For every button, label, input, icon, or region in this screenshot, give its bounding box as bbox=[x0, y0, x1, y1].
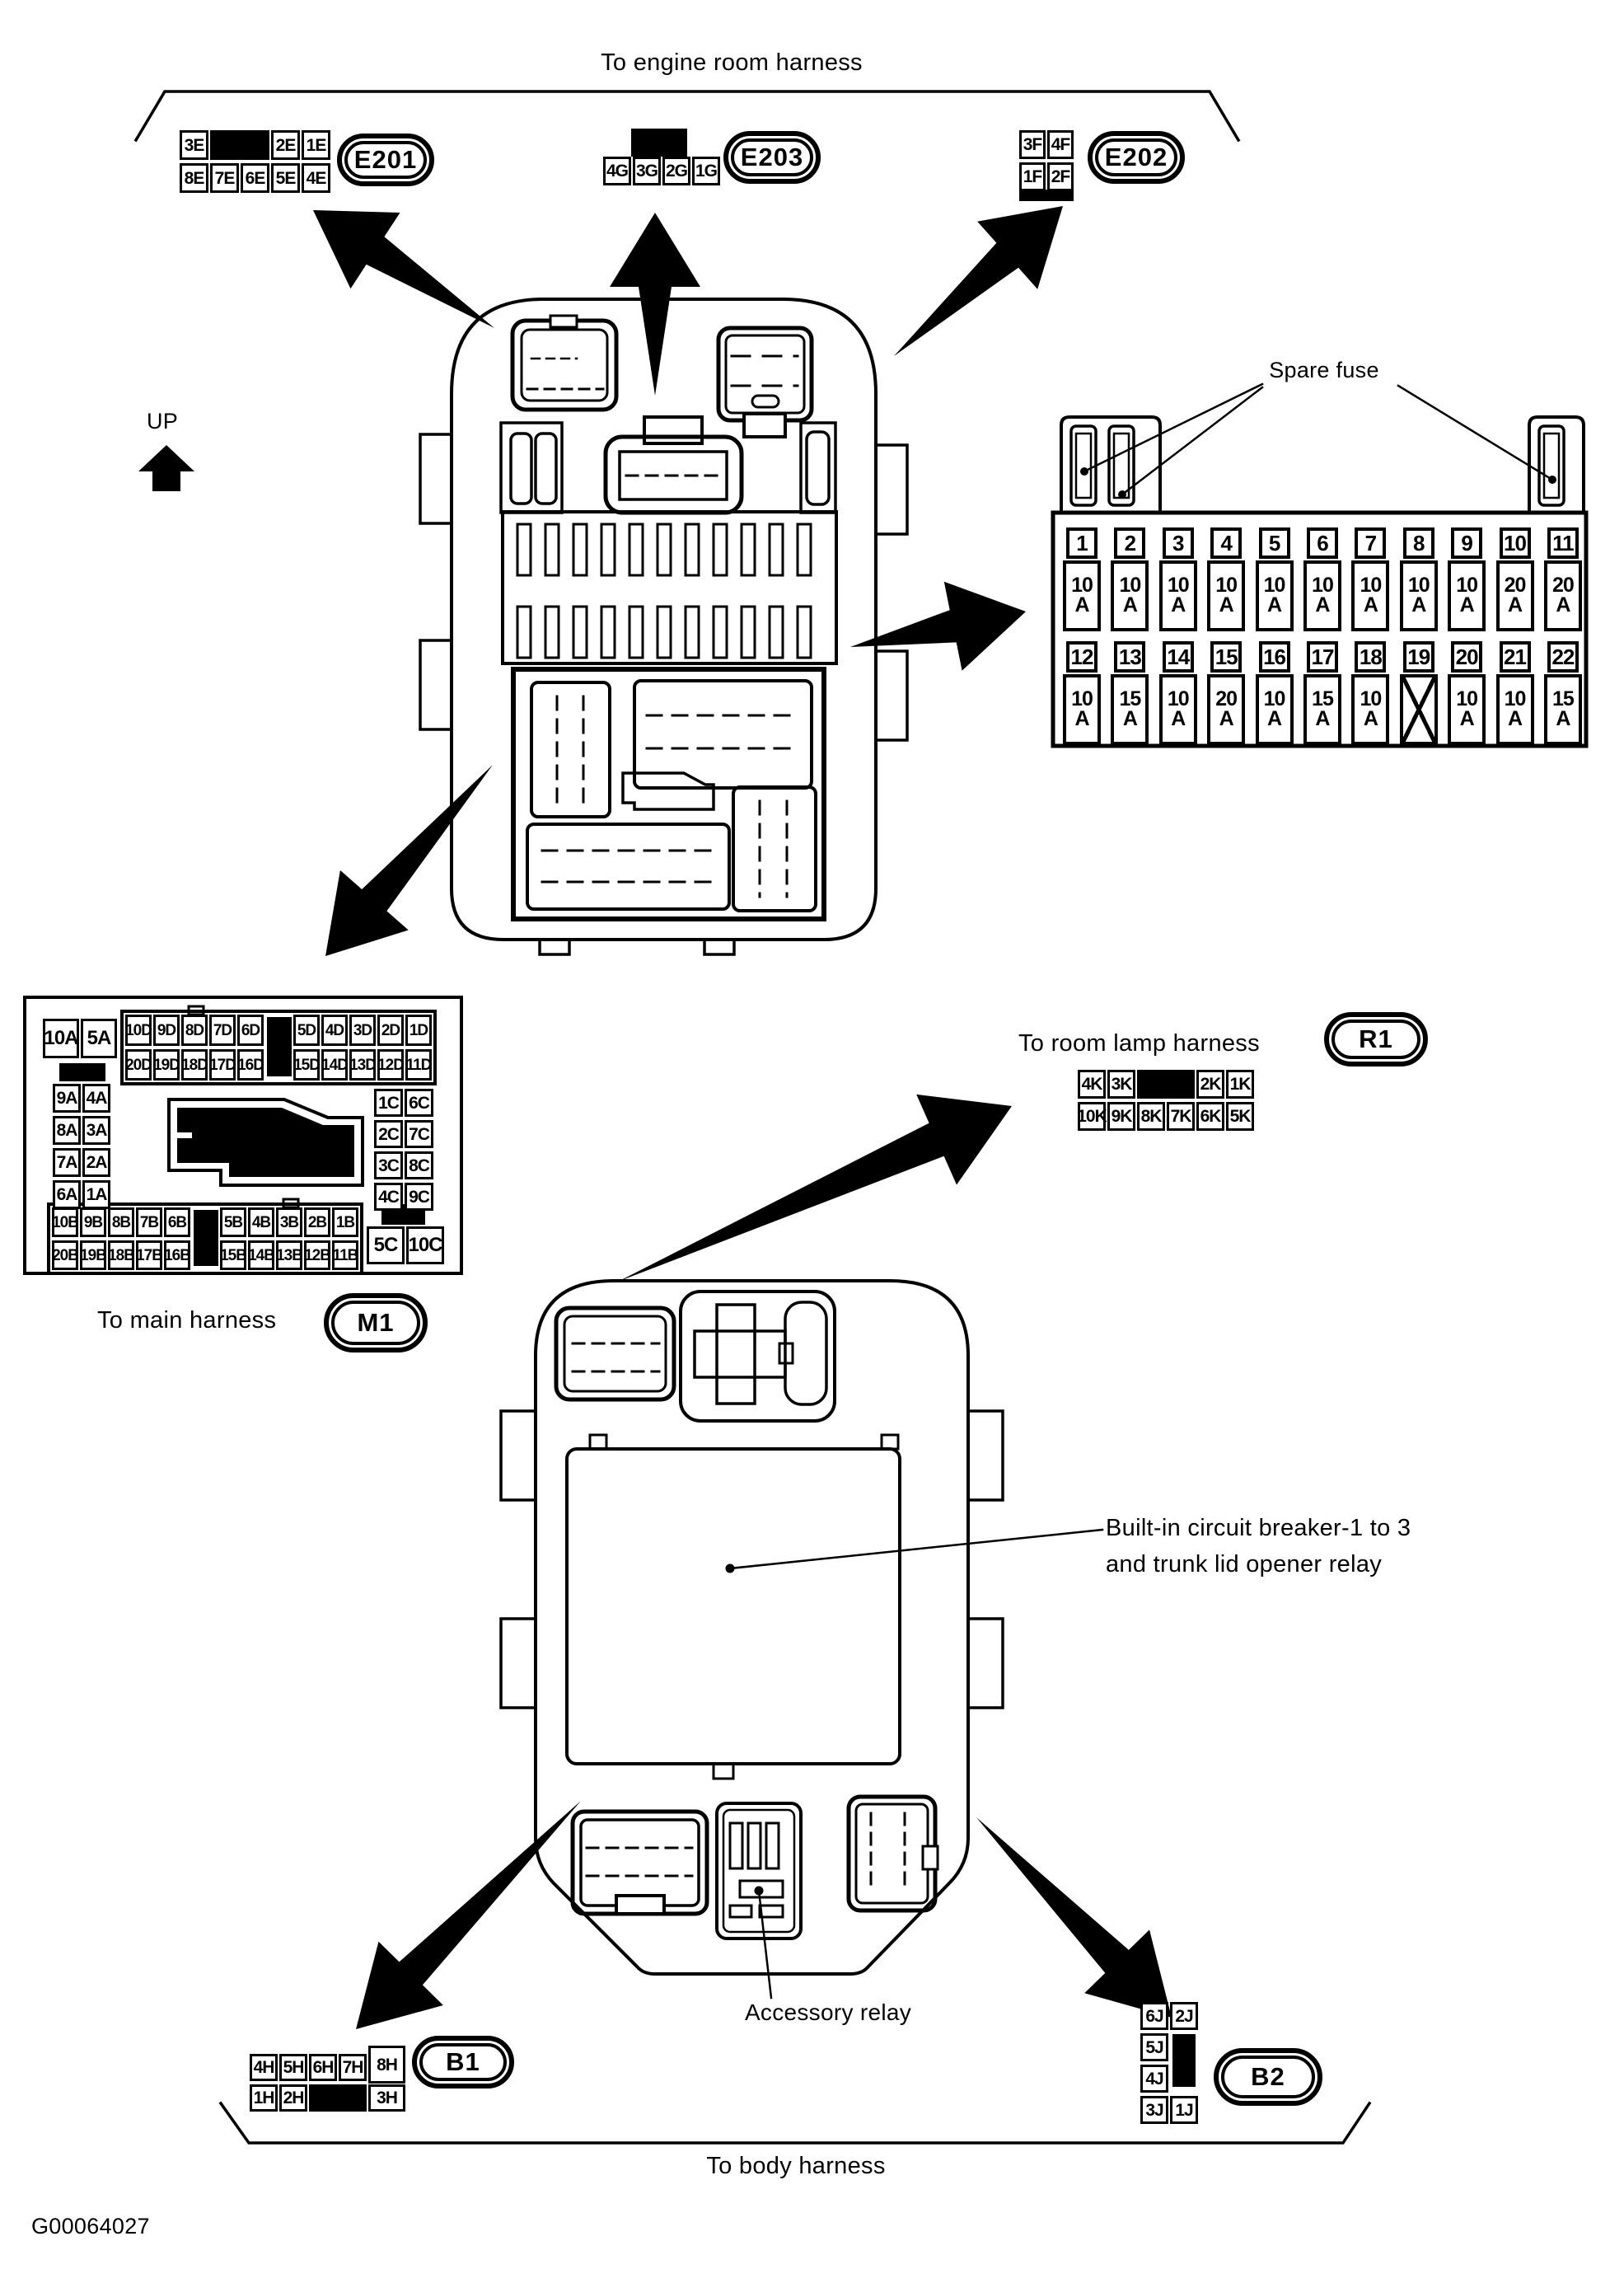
fuse bbox=[1207, 641, 1245, 745]
fuse-number: 5 bbox=[1259, 527, 1290, 559]
fuse bbox=[1256, 641, 1294, 745]
fuse-number: 11 bbox=[1547, 527, 1579, 559]
pin-cell: 19D bbox=[153, 1049, 180, 1081]
pin-cell: 6B bbox=[164, 1207, 190, 1237]
pin-cell: 1C bbox=[374, 1089, 403, 1117]
pin-cell: 17D bbox=[209, 1049, 236, 1081]
pin-cell: 6J bbox=[1140, 2002, 1168, 2030]
connector-grid-m1-b bbox=[52, 1207, 360, 1273]
connector-grid-b2 bbox=[1140, 2002, 1200, 2127]
fuse-number: 7 bbox=[1355, 527, 1386, 559]
fuse-number: 13 bbox=[1114, 641, 1145, 673]
pin-cell: 1K bbox=[1226, 1070, 1254, 1099]
pin-cell: 13D bbox=[349, 1049, 376, 1081]
pin-cell: 9A bbox=[53, 1084, 81, 1113]
fuse bbox=[1256, 527, 1294, 631]
pin-cell: 7E bbox=[210, 163, 239, 193]
pin-cell: 16B bbox=[164, 1240, 190, 1270]
fuse-number: 17 bbox=[1307, 641, 1338, 673]
pin-cell: 3H bbox=[368, 2084, 405, 2112]
fuse bbox=[1303, 527, 1341, 631]
pin-cell: 9B bbox=[80, 1207, 106, 1237]
pin-cell: 1H bbox=[250, 2084, 278, 2112]
pin-cell: 8B bbox=[108, 1207, 134, 1237]
fuse bbox=[1496, 641, 1534, 745]
connector-grid-m1-c-big bbox=[367, 1226, 446, 1268]
pin-cell: 8E bbox=[180, 163, 208, 193]
pin-cell: 2K bbox=[1196, 1070, 1224, 1099]
fuse-amp: 10 A bbox=[1256, 560, 1294, 631]
connector-grid-r1 bbox=[1078, 1070, 1256, 1134]
pin-cell: 4H bbox=[250, 2054, 278, 2081]
connector-grid-e203 bbox=[603, 157, 722, 189]
pin-cell: 7D bbox=[209, 1015, 236, 1046]
pin-cell: 18D bbox=[181, 1049, 208, 1081]
pin-cell: 12D bbox=[377, 1049, 404, 1081]
pin-cell: 4F bbox=[1047, 130, 1074, 159]
pin-cell: 4B bbox=[248, 1207, 274, 1237]
main-harness-label: To main harness bbox=[97, 1307, 277, 1334]
pin-cell: 7H bbox=[339, 2054, 367, 2081]
engine-harness-label: To engine room harness bbox=[601, 49, 863, 76]
pin-cell: 7A bbox=[53, 1148, 81, 1177]
pin-cell: 10A bbox=[43, 1019, 79, 1058]
pin-cell: 5A bbox=[81, 1019, 117, 1058]
fuse bbox=[1544, 641, 1582, 745]
pin-cell: 6K bbox=[1196, 1102, 1224, 1131]
connector-grid-m1-a-top bbox=[43, 1019, 119, 1062]
fuse-number: 9 bbox=[1451, 527, 1482, 559]
fuse-number: 2 bbox=[1114, 527, 1145, 559]
pin-cell: 10B bbox=[52, 1207, 78, 1237]
pin-cell: 8D bbox=[181, 1015, 208, 1046]
pin-cell: 6E bbox=[241, 163, 269, 193]
fuse-amp: 20 A bbox=[1207, 674, 1245, 745]
fuse bbox=[1448, 641, 1486, 745]
pin-cell: 3C bbox=[374, 1151, 403, 1179]
pin-cell: 4K bbox=[1078, 1070, 1106, 1099]
pin-cell: 8C bbox=[405, 1151, 433, 1179]
fuse-number: 3 bbox=[1163, 527, 1194, 559]
pin-cell: 13B bbox=[276, 1240, 302, 1270]
fuse-number: 14 bbox=[1163, 641, 1194, 673]
pin-cell: 5K bbox=[1226, 1102, 1254, 1131]
pin-cell: 9D bbox=[153, 1015, 180, 1046]
cell-gap bbox=[192, 1207, 218, 1237]
pin-cell: 8H bbox=[368, 2046, 405, 2084]
fuse-amp: 10 A bbox=[1207, 560, 1245, 631]
breaker-label-line1: Built-in circuit breaker-1 to 3 bbox=[1106, 1515, 1411, 1541]
fuse bbox=[1111, 641, 1149, 745]
pin-cell: 1J bbox=[1170, 2096, 1198, 2124]
pin-cell: 4J bbox=[1140, 2065, 1168, 2093]
pin-cell: 15B bbox=[220, 1240, 246, 1270]
pin-cell: 9K bbox=[1107, 1102, 1135, 1131]
connector-grid-b1 bbox=[250, 2054, 407, 2115]
pin-cell: 4E bbox=[302, 163, 330, 193]
cell-gap bbox=[192, 1240, 218, 1270]
spare-fuse-label: Spare fuse bbox=[1269, 358, 1379, 382]
fuse-number: 10 bbox=[1500, 527, 1531, 559]
breaker-label-line2: and trunk lid opener relay bbox=[1106, 1551, 1383, 1578]
pin-cell: 3E bbox=[180, 130, 208, 160]
up-arrow-icon bbox=[138, 445, 194, 491]
pin-cell: 9C bbox=[405, 1183, 433, 1211]
pin-cell: 2F bbox=[1047, 162, 1074, 191]
pin-cell: 18B bbox=[108, 1240, 134, 1270]
fuse-amp: 10 A bbox=[1496, 674, 1534, 745]
pin-cell: 2B bbox=[304, 1207, 330, 1237]
pin-cell: 6D bbox=[237, 1015, 264, 1046]
fuse-amp: 10 A bbox=[1159, 560, 1197, 631]
fuse-number: 18 bbox=[1355, 641, 1386, 673]
pin-cell: 2G bbox=[662, 157, 690, 185]
badge-m1: M1 bbox=[324, 1293, 428, 1352]
fuse bbox=[1063, 527, 1101, 631]
fuse-row-1 bbox=[1063, 527, 1582, 631]
fuse-number: 6 bbox=[1307, 527, 1338, 559]
fuse bbox=[1544, 527, 1582, 631]
room-lamp-harness-label: To room lamp harness bbox=[1018, 1030, 1260, 1057]
pin-cell: 10D bbox=[125, 1015, 152, 1046]
pin-cell: 19B bbox=[80, 1240, 106, 1270]
fuse-amp: 10 A bbox=[1448, 560, 1486, 631]
fuse bbox=[1400, 641, 1438, 745]
fuse bbox=[1159, 527, 1197, 631]
fuse bbox=[1496, 527, 1534, 631]
cell-gap bbox=[1170, 2033, 1198, 2061]
pin-cell: 11D bbox=[405, 1049, 432, 1081]
pin-cell: 6H bbox=[309, 2054, 337, 2081]
pin-cell: 10K bbox=[1078, 1102, 1106, 1131]
fuse-number: 19 bbox=[1403, 641, 1434, 673]
pin-cell: 4D bbox=[321, 1015, 348, 1046]
pin-cell: 14D bbox=[321, 1049, 348, 1081]
pin-cell: 4A bbox=[82, 1084, 110, 1113]
fuse bbox=[1111, 527, 1149, 631]
pin-cell: 5D bbox=[293, 1015, 320, 1046]
fuse-amp: 15 A bbox=[1111, 674, 1149, 745]
pin-cell: 5C bbox=[367, 1226, 405, 1264]
fuse-amp: 10 A bbox=[1159, 674, 1197, 745]
fuse bbox=[1400, 527, 1438, 631]
pin-cell: 3F bbox=[1019, 130, 1046, 159]
fuse-amp: 10 A bbox=[1256, 674, 1294, 745]
badge-e202: E202 bbox=[1088, 131, 1185, 184]
cell-gap bbox=[265, 1049, 292, 1081]
fuse-number: 15 bbox=[1210, 641, 1242, 673]
fuse bbox=[1351, 641, 1389, 745]
connector-grid-m1-c bbox=[374, 1089, 435, 1214]
pin-cell: 3D bbox=[349, 1015, 376, 1046]
up-label: UP bbox=[147, 409, 179, 434]
pin-cell: 15D bbox=[293, 1049, 320, 1081]
fuse bbox=[1063, 641, 1101, 745]
breaker-leader bbox=[726, 1530, 1103, 1573]
arrow-to-b1 bbox=[356, 1801, 581, 2029]
fuse-slot-block bbox=[517, 524, 811, 658]
fuse-amp: 20 A bbox=[1544, 560, 1582, 631]
filled-cell bbox=[210, 130, 269, 160]
pin-cell: 16D bbox=[237, 1049, 264, 1081]
pin-cell: 1G bbox=[692, 157, 720, 185]
fuse-amp: 10 A bbox=[1063, 674, 1101, 745]
figure-number: G00064027 bbox=[31, 2214, 150, 2239]
pin-cell: 3K bbox=[1107, 1070, 1135, 1099]
pin-cell: 4C bbox=[374, 1183, 403, 1211]
pin-cell: 1D bbox=[405, 1015, 432, 1046]
pin-cell: 5J bbox=[1140, 2033, 1168, 2061]
pin-cell: 5E bbox=[271, 163, 300, 193]
connector-grid-m1-d bbox=[125, 1015, 433, 1084]
fuse-amp: 10 A bbox=[1111, 560, 1149, 631]
filled-cell bbox=[1137, 1070, 1195, 1099]
arrow-to-b2 bbox=[976, 1817, 1172, 2018]
pin-cell: 2A bbox=[82, 1148, 110, 1177]
fuse-number: 16 bbox=[1259, 641, 1290, 673]
fuse bbox=[1207, 527, 1245, 631]
accessory-leader bbox=[755, 1887, 772, 1999]
pin-cell: 14B bbox=[248, 1240, 274, 1270]
pin-cell: 6A bbox=[53, 1180, 81, 1209]
fuse bbox=[1351, 527, 1389, 631]
e203-filled-cell bbox=[631, 129, 687, 157]
fuse-amp: 10 A bbox=[1448, 674, 1486, 745]
badge-e201: E201 bbox=[337, 134, 434, 186]
pin-cell: 11B bbox=[332, 1240, 358, 1270]
fuse-amp bbox=[1400, 674, 1438, 745]
pin-cell: 2D bbox=[377, 1015, 404, 1046]
filled-cell bbox=[309, 2084, 367, 2112]
pin-cell: 12B bbox=[304, 1240, 330, 1270]
fuse-amp: 20 A bbox=[1496, 560, 1534, 631]
fuse-number: 1 bbox=[1066, 527, 1097, 559]
badge-b2: B2 bbox=[1214, 2048, 1322, 2106]
pin-cell: 3A bbox=[82, 1116, 110, 1145]
cell-gap bbox=[1170, 2065, 1198, 2093]
pin-cell: 6C bbox=[405, 1089, 433, 1117]
fuse-number: 20 bbox=[1451, 641, 1482, 673]
pin-cell: 8K bbox=[1137, 1102, 1165, 1131]
pin-cell: 7B bbox=[136, 1207, 162, 1237]
pin-cell: 3B bbox=[276, 1207, 302, 1237]
connector-grid-e202 bbox=[1019, 130, 1075, 195]
badge-b1: B1 bbox=[412, 2036, 514, 2089]
pin-cell: 2J bbox=[1170, 2002, 1198, 2030]
pin-cell: 2H bbox=[279, 2084, 307, 2112]
pin-cell: 1F bbox=[1019, 162, 1046, 191]
accessory-relay-label: Accessory relay bbox=[744, 1999, 912, 2025]
fuse-amp: 10 A bbox=[1063, 560, 1101, 631]
pin-cell: 20D bbox=[125, 1049, 152, 1081]
fuse-number: 8 bbox=[1403, 527, 1434, 559]
pin-cell: 2C bbox=[374, 1120, 403, 1148]
badge-e203: E203 bbox=[723, 131, 821, 184]
pin-cell: 1A bbox=[82, 1180, 110, 1209]
fuse-number: 22 bbox=[1547, 641, 1579, 673]
connector-grid-e201 bbox=[180, 130, 332, 196]
spare-fuse-leaders bbox=[1080, 384, 1556, 499]
arrow-to-e201 bbox=[313, 210, 494, 328]
fuse-amp: 10 A bbox=[1351, 560, 1389, 631]
pin-cell: 4G bbox=[603, 157, 631, 185]
fuse-row-2 bbox=[1063, 641, 1582, 745]
pin-cell: 3G bbox=[633, 157, 661, 185]
badge-r1: R1 bbox=[1324, 1012, 1428, 1067]
body-harness-label: To body harness bbox=[706, 2153, 886, 2179]
fuse bbox=[1159, 641, 1197, 745]
fuse-amp: 10 A bbox=[1303, 560, 1341, 631]
cell-gap bbox=[265, 1015, 292, 1046]
pin-cell: 7C bbox=[405, 1120, 433, 1148]
fuse-amp: 15 A bbox=[1303, 674, 1341, 745]
upper-fuse-box bbox=[420, 299, 907, 954]
pin-cell: 8A bbox=[53, 1116, 81, 1145]
pin-cell: 10C bbox=[406, 1226, 444, 1264]
pin-cell: 3J bbox=[1140, 2096, 1168, 2124]
pin-cell: 2E bbox=[271, 130, 300, 160]
connector-grid-m1-a-col bbox=[53, 1084, 112, 1212]
fuse-amp: 10 A bbox=[1400, 560, 1438, 631]
fuse-amp: 10 A bbox=[1351, 674, 1389, 745]
fuse-number: 12 bbox=[1066, 641, 1097, 673]
arrow-to-e203 bbox=[610, 213, 700, 396]
pin-cell: 7K bbox=[1167, 1102, 1195, 1131]
pin-cell: 5H bbox=[279, 2054, 307, 2081]
fuse bbox=[1448, 527, 1486, 631]
pin-cell: 1B bbox=[332, 1207, 358, 1237]
pin-cell: 20B bbox=[52, 1240, 78, 1270]
arrow-to-e202 bbox=[894, 206, 1063, 356]
pin-cell: 5B bbox=[220, 1207, 246, 1237]
pin-cell: 1E bbox=[302, 130, 330, 160]
pin-cell: 17B bbox=[136, 1240, 162, 1270]
fuse-amp: 15 A bbox=[1544, 674, 1582, 745]
arrow-to-r1 bbox=[618, 1095, 1012, 1282]
fuse bbox=[1303, 641, 1341, 745]
lower-fuse-box bbox=[501, 1281, 1003, 1974]
fuse-number: 21 bbox=[1500, 641, 1531, 673]
fuse-number: 4 bbox=[1210, 527, 1242, 559]
